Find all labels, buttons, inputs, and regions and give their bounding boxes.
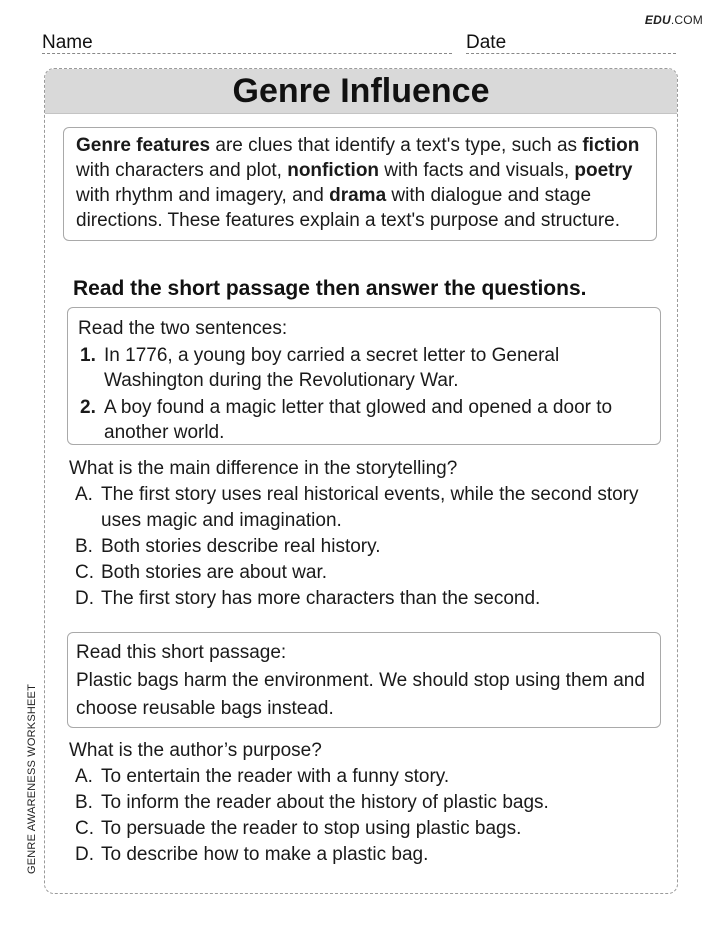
passage-1-list — [78, 343, 650, 445]
option-text: To persuade the reader to stop using plastic bags. — [101, 818, 522, 839]
brand-com: .COM — [670, 13, 703, 27]
option-text: The first story uses real historical events, while the second story uses magic and imagination. — [101, 484, 639, 531]
answer-option-2d[interactable] — [69, 842, 659, 868]
option-text: Both stories describe real history. — [101, 536, 381, 557]
list-item — [78, 343, 650, 393]
question-2 — [69, 738, 659, 868]
item-number: 2. — [80, 397, 96, 418]
option-letter: A. — [75, 484, 93, 505]
option-text: Both stories are about war. — [101, 562, 328, 583]
item-text: A boy found a magic letter that glowed and opened a door to another world. — [104, 397, 613, 443]
intro-run: with dialogue and stage directions. These features explain a text's purpose and structure. — [76, 185, 621, 231]
question-1-stem: What is the main difference in the storytelling? — [69, 458, 458, 479]
option-letter: D. — [75, 588, 94, 609]
option-letter: C. — [75, 818, 94, 839]
side-label: GENRE AWARENESS WORKSHEET — [26, 684, 38, 874]
intro-box — [63, 127, 657, 241]
passage-2-heading: Read this short passage: — [76, 642, 287, 663]
intro-term: drama — [329, 185, 387, 206]
answer-option-1d[interactable] — [69, 586, 659, 612]
answer-option-2a[interactable] — [69, 764, 659, 790]
option-text: The first story has more characters than the second. — [101, 588, 541, 609]
brand-edu: EDU — [644, 13, 671, 27]
item-number: 1. — [80, 345, 96, 366]
answer-option-1b[interactable] — [69, 534, 659, 560]
option-letter: A. — [75, 766, 93, 787]
instruction: Read the short passage then answer the questions. — [73, 277, 587, 300]
passage-1-heading: Read the two sentences: — [78, 318, 288, 339]
intro-term: poetry — [574, 160, 633, 181]
answer-option-1c[interactable] — [69, 560, 659, 586]
option-letter: B. — [75, 792, 93, 813]
option-letter: B. — [75, 536, 93, 557]
date-field[interactable] — [466, 32, 676, 54]
passage-2-text: Plastic bags harm the environment. We should stop using them and choose reusable bags instead. — [76, 670, 645, 719]
page-title: Genre Influence — [45, 69, 677, 114]
passage-1-box — [67, 307, 661, 445]
passage-2-box — [67, 632, 661, 728]
intro-term: fiction — [582, 135, 640, 156]
intro-text — [76, 135, 639, 231]
intro-run: with facts and visuals, — [379, 160, 575, 181]
list-item — [78, 395, 650, 445]
answer-option-2b[interactable] — [69, 790, 659, 816]
intro-run: with characters and plot, — [76, 160, 288, 181]
answer-option-1a[interactable] — [69, 482, 659, 534]
intro-run: with rhythm and imagery, and — [76, 185, 330, 206]
question-2-stem: What is the author’s purpose? — [69, 740, 322, 761]
worksheet — [44, 68, 678, 894]
item-text: In 1776, a young boy carried a secret letter to General Washington during the Revolutionary War. — [104, 345, 560, 391]
brand-logo — [645, 13, 703, 27]
intro-run: are clues that identify a text's type, such as — [210, 135, 583, 156]
intro-term: Genre features — [76, 135, 211, 156]
name-label: Name — [42, 32, 93, 53]
option-letter: D. — [75, 844, 94, 865]
option-text: To inform the reader about the history of plastic bags. — [101, 792, 549, 813]
answer-option-2c[interactable] — [69, 816, 659, 842]
date-label: Date — [466, 32, 507, 53]
option-text: To entertain the reader with a funny story. — [101, 766, 450, 787]
option-letter: C. — [75, 562, 94, 583]
option-text: To describe how to make a plastic bag. — [101, 844, 429, 865]
name-field[interactable] — [42, 32, 452, 54]
intro-term: nonfiction — [287, 160, 380, 181]
question-1 — [69, 456, 659, 612]
